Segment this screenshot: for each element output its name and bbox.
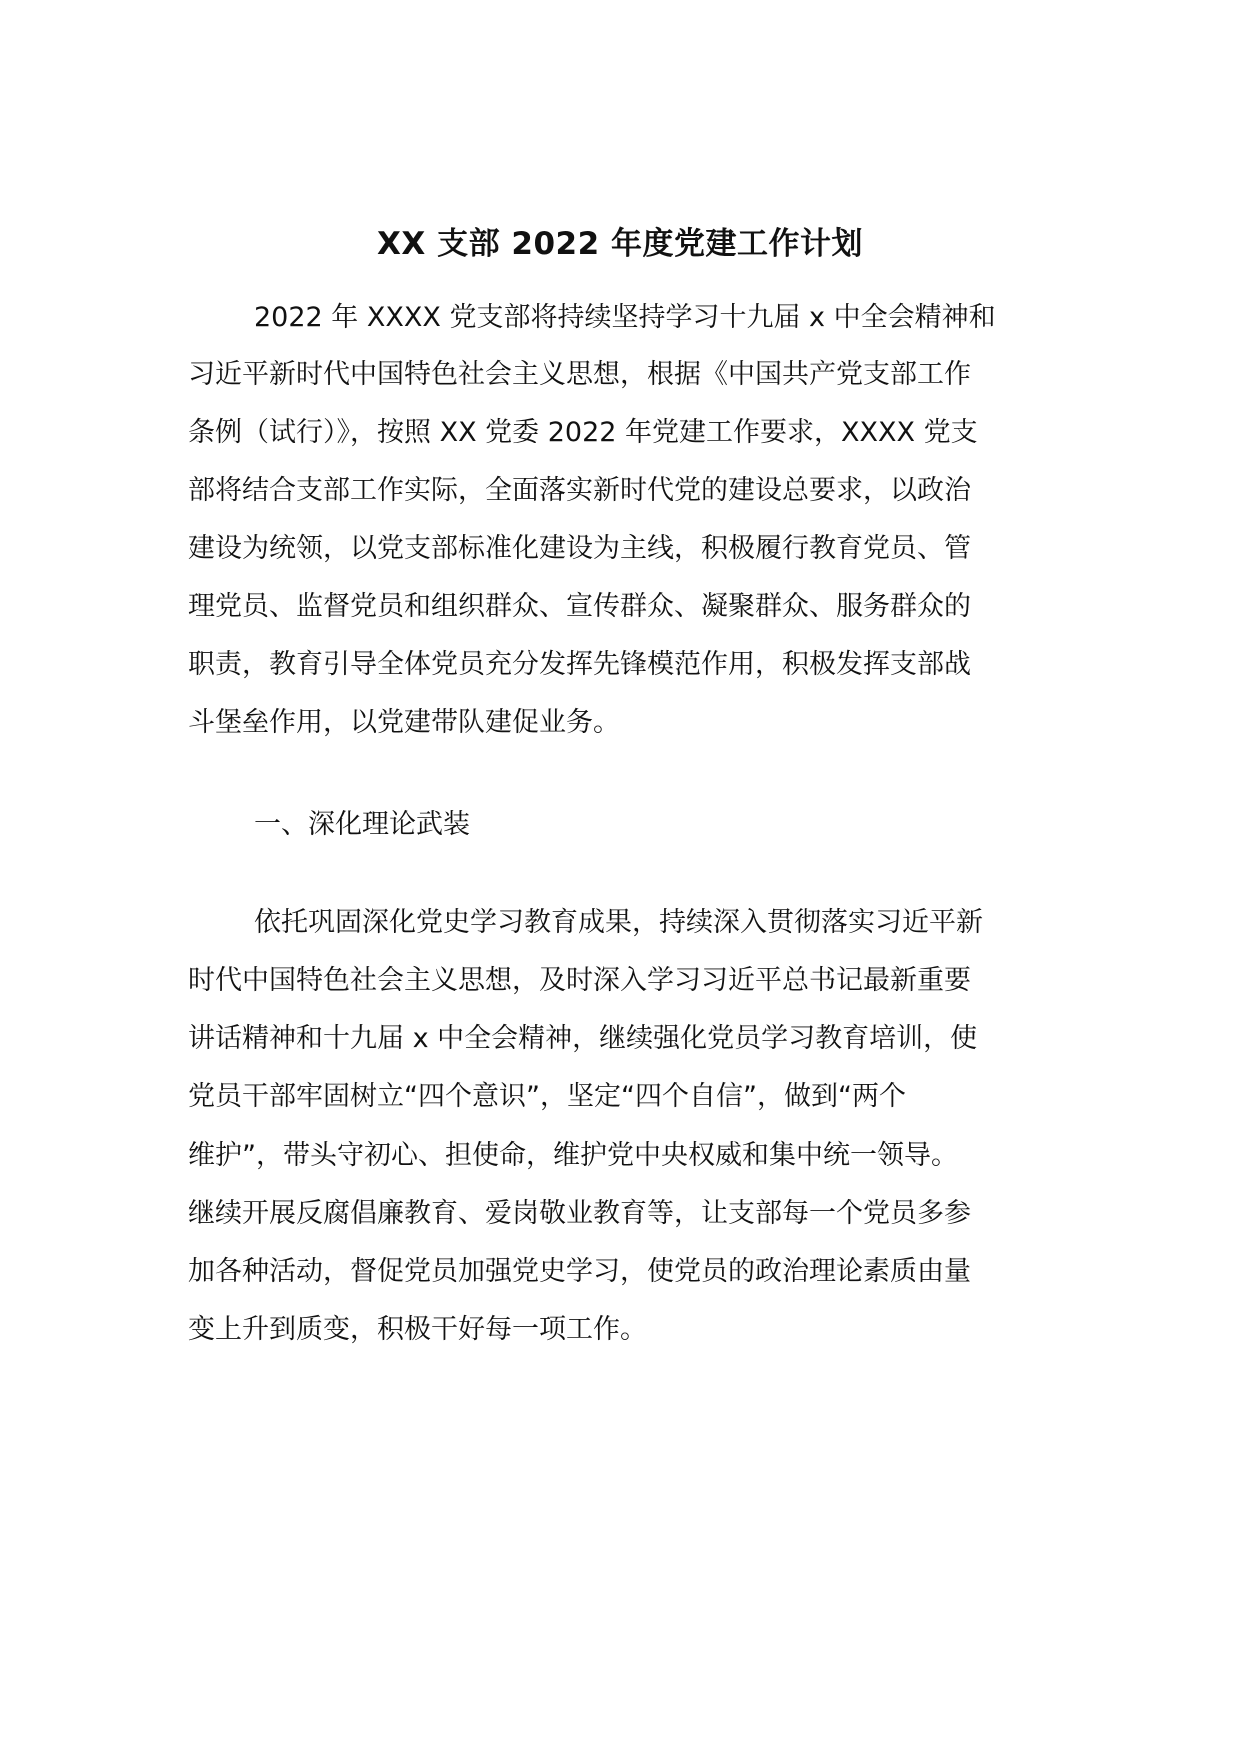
paragraph-1-line: 2022 年 XXXX 党支部将持续坚持学习十九届 x 中全会精神和 [254,302,996,333]
paragraph-2-line: 讲话精神和十九届 x 中全会精神，继续强化党员学习教育培训，使 [188,1023,978,1054]
paragraph-2-line: 变上升到质变，积极干好每一项工作。 [188,1314,647,1345]
paragraph-1-line: 职责，教育引导全体党员充分发挥先锋模范作用，积极发挥支部战 [188,649,971,680]
paragraph-1-line: 建设为统领，以党支部标准化建设为主线，积极履行教育党员、管 [188,533,971,564]
document-title: XX 支部 2022 年度党建工作计划 [377,226,863,262]
paragraph-2-line: 继续开展反腐倡廉教育、爱岗敬业教育等，让支部每一个党员多参 [188,1198,971,1229]
paragraph-2-line: 时代中国特色社会主义思想，及时深入学习习近平总书记最新重要 [188,965,971,996]
paragraph-1-line: 条例（试行）》，按照 XX 党委 2022 年党建工作要求，XXXX 党支 [188,417,978,448]
paragraph-2-line: 党员干部牢固树立“四个意识”，坚定“四个自信”，做到“两个 [188,1081,906,1112]
paragraph-1-line: 习近平新时代中国特色社会主义思想，根据《中国共产党支部工作 [188,359,971,390]
paragraph-2-line: 加各种活动，督促党员加强党史学习，使党员的政治理论素质由量 [188,1256,971,1287]
paragraph-2-line: 依托巩固深化党史学习教育成果，持续深入贯彻落实习近平新 [254,907,983,938]
section-heading: 一、深化理论武装 [254,809,470,840]
paragraph-1-line: 斗堡垒作用，以党建带队建促业务。 [188,707,620,738]
paragraph-1-line: 理党员、监督党员和组织群众、宣传群众、凝聚群众、服务群众的 [188,591,971,622]
paragraph-2-line: 维护”，带头守初心、担使命，维护党中央权威和集中统一领导。 [188,1140,958,1171]
paragraph-1-line: 部将结合支部工作实际，全面落实新时代党的建设总要求，以政治 [188,475,971,506]
